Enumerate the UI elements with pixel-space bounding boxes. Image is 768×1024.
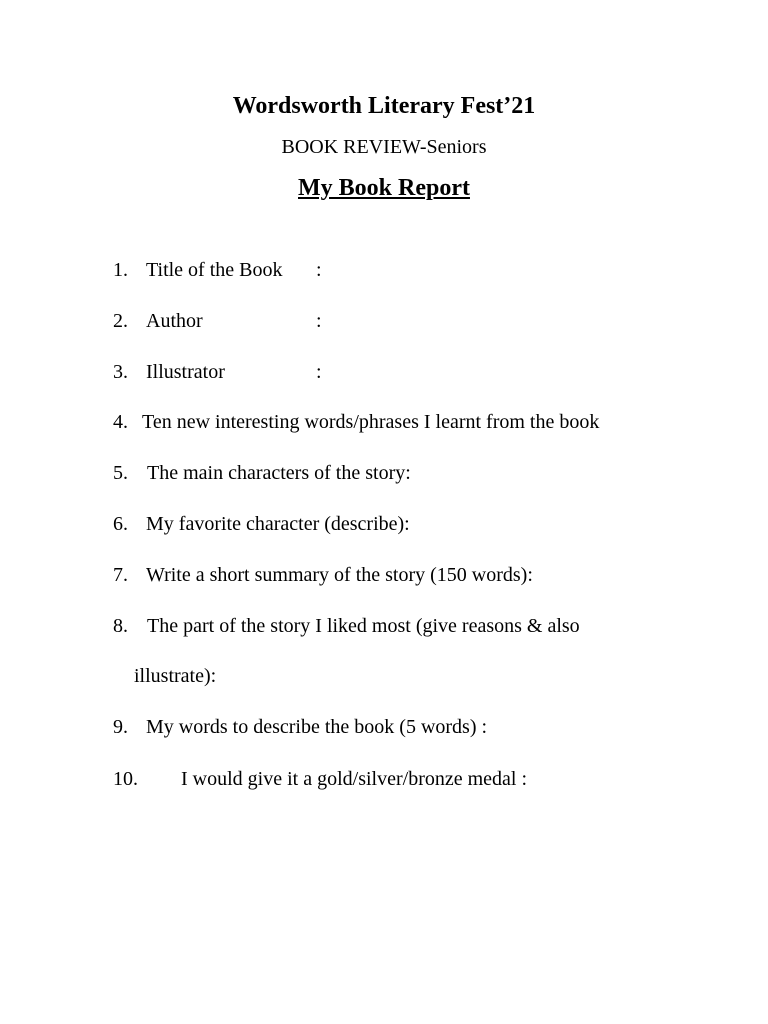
item-colon: : <box>316 361 322 383</box>
item-text: The part of the story I liked most (give reasons & also <box>147 615 580 637</box>
item-number: 2. <box>113 310 128 332</box>
list-item-continuation: illustrate): <box>134 665 217 687</box>
document-title: Wordsworth Literary Fest’21 <box>232 93 536 119</box>
item-text: My words to describe the book (5 words) : <box>146 716 488 738</box>
item-number: 8. <box>113 615 128 637</box>
item-number: 10. <box>113 768 138 790</box>
item-text: Illustrator <box>146 361 225 383</box>
document-subtitle: BOOK REVIEW-Seniors <box>281 136 487 158</box>
item-text: Title of the Book <box>146 259 283 281</box>
item-number: 7. <box>113 564 128 586</box>
item-colon: : <box>316 310 322 332</box>
item-text: I would give it a gold/silver/bronze medal : <box>181 768 528 790</box>
item-number: 3. <box>113 361 128 383</box>
report-heading: My Book Report <box>298 175 470 201</box>
item-text: Write a short summary of the story (150 words): <box>146 564 533 586</box>
item-colon: : <box>316 259 322 281</box>
item-number: 9. <box>113 716 128 738</box>
item-text: Author <box>146 310 203 332</box>
item-number: 5. <box>113 462 128 484</box>
item-number: 4. <box>113 411 128 433</box>
item-text: Ten new interesting words/phrases I learnt from the book <box>142 411 600 433</box>
item-text: My favorite character (describe): <box>146 513 410 535</box>
item-number: 6. <box>113 513 128 535</box>
item-text: The main characters of the story: <box>147 462 411 484</box>
item-number: 1. <box>113 259 128 281</box>
